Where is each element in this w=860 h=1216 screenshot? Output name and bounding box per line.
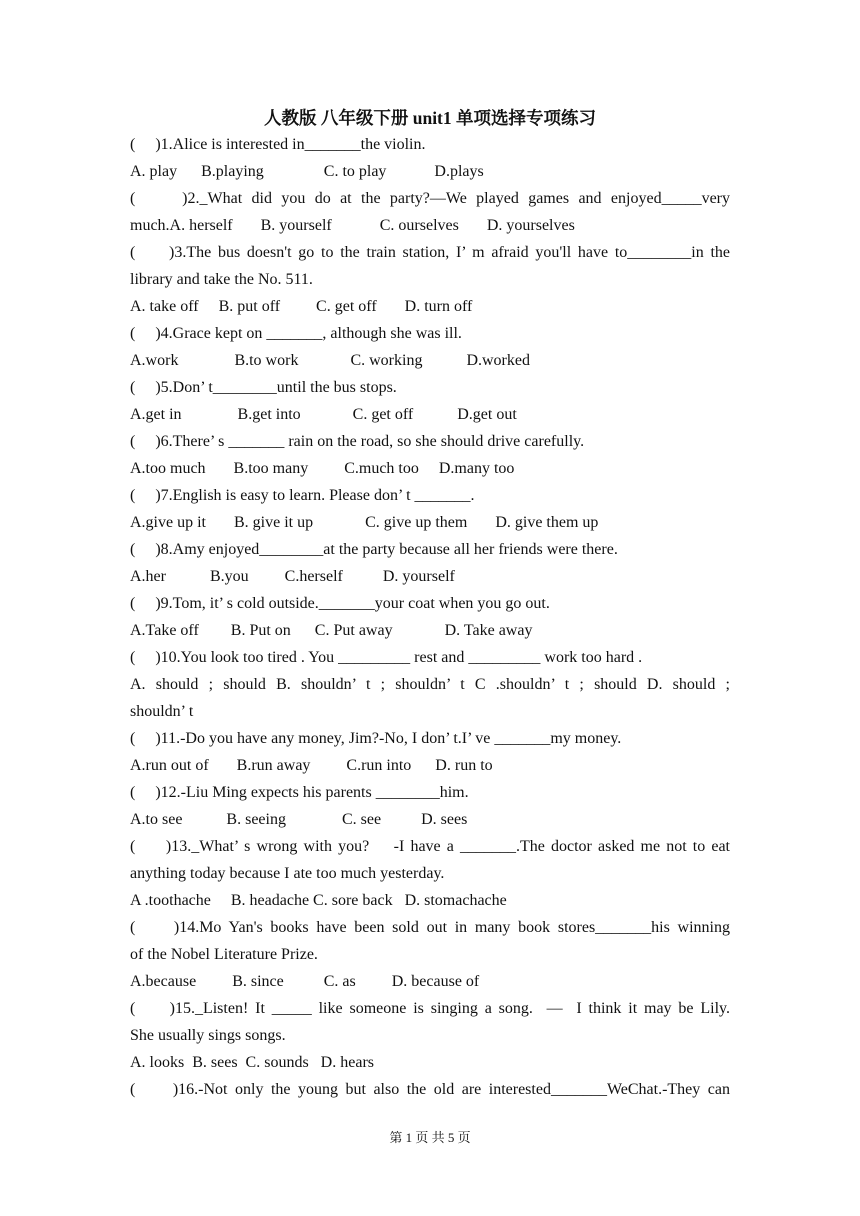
text-line: ( )15._Listen! It _____ like someone is singing a song. — I think it may be Lily. bbox=[130, 1000, 730, 1017]
text-line: ( )12.-Liu Ming expects his parents ________him. bbox=[130, 784, 469, 801]
text-line: A.to see B. seeing C. see D. sees bbox=[130, 811, 468, 828]
text-line: A.give up it B. give it up C. give up them D. give them up bbox=[130, 514, 599, 531]
text-line: A.her B.you C.herself D. yourself bbox=[130, 568, 455, 585]
text-line: ( )7.English is easy to learn. Please don’ t _______. bbox=[130, 487, 475, 504]
text-line: ( )6.There’ s _______ rain on the road, so she should drive carefully. bbox=[130, 433, 585, 450]
text-line: She usually sings songs. bbox=[130, 1027, 286, 1044]
text-line: A.work B.to work C. working D.worked bbox=[130, 352, 530, 369]
text-line: A.too much B.too many C.much too D.many too bbox=[130, 460, 515, 477]
text-line: ( )16.-Not only the young but also the old are interested_______WeChat.-They can bbox=[130, 1081, 730, 1098]
text-line: ( )5.Don’ t________until the bus stops. bbox=[130, 379, 397, 396]
text-line: ( )3.The bus doesn't go to the train station, I’ m afraid you'll have to________in the bbox=[130, 244, 730, 261]
document-title: 人教版 八年级下册 unit1 单项选择专项练习 bbox=[263, 108, 597, 128]
question-list bbox=[130, 131, 730, 1103]
text-line: A.because B. since C. as D. because of bbox=[130, 973, 480, 990]
text-line: much.A. herself B. yourself C. ourselves D. yourselves bbox=[130, 217, 575, 234]
text-line: library and take the No. 511. bbox=[130, 271, 313, 288]
text-line: A.get in B.get into C. get off D.get out bbox=[130, 406, 517, 423]
text-line: shouldn’ t bbox=[130, 703, 194, 720]
page-footer: 第 1 页 共 5 页 bbox=[389, 1130, 471, 1145]
text-line: ( )8.Amy enjoyed________at the party because all her friends were there. bbox=[130, 541, 618, 558]
text-line: ( )14.Mo Yan's books have been sold out in many book stores_______his winning bbox=[130, 919, 730, 936]
text-line: A.run out of B.run away C.run into D. run to bbox=[130, 757, 493, 774]
text-line: ( )9.Tom, it’ s cold outside._______your coat when you go out. bbox=[130, 595, 550, 612]
text-line: A. looks B. sees C. sounds D. hears bbox=[130, 1054, 374, 1071]
text-line: ( )13._What’ s wrong with you? -I have a _______.The doctor asked me not to eat bbox=[130, 838, 730, 855]
text-line: A .toothache B. headache C. sore back D. stomachache bbox=[130, 892, 507, 909]
text-line: A.Take off B. Put on C. Put away D. Take away bbox=[130, 622, 533, 639]
text-line: anything today because I ate too much yesterday. bbox=[130, 865, 445, 882]
text-line: ( )1.Alice is interested in_______the violin. bbox=[130, 136, 426, 153]
text-line: A. take off B. put off C. get off D. turn off bbox=[130, 298, 473, 315]
text-line: A. should ; should B. shouldn’ t ; shouldn’ t C .shouldn’ t ; should D. should ; bbox=[130, 676, 730, 693]
text-line: A. play B.playing C. to play D.plays bbox=[130, 163, 484, 180]
text-line: ( )4.Grace kept on _______, although she was ill. bbox=[130, 325, 462, 342]
text-line: ( )10.You look too tired . You _________ rest and _________ work too hard . bbox=[130, 649, 643, 666]
text-line: ( )11.-Do you have any money, Jim?-No, I don’ t.I’ ve _______my money. bbox=[130, 730, 622, 747]
text-line: ( )2._What did you do at the party?—We played games and enjoyed_____very bbox=[130, 190, 730, 207]
text-line: of the Nobel Literature Prize. bbox=[130, 946, 318, 963]
